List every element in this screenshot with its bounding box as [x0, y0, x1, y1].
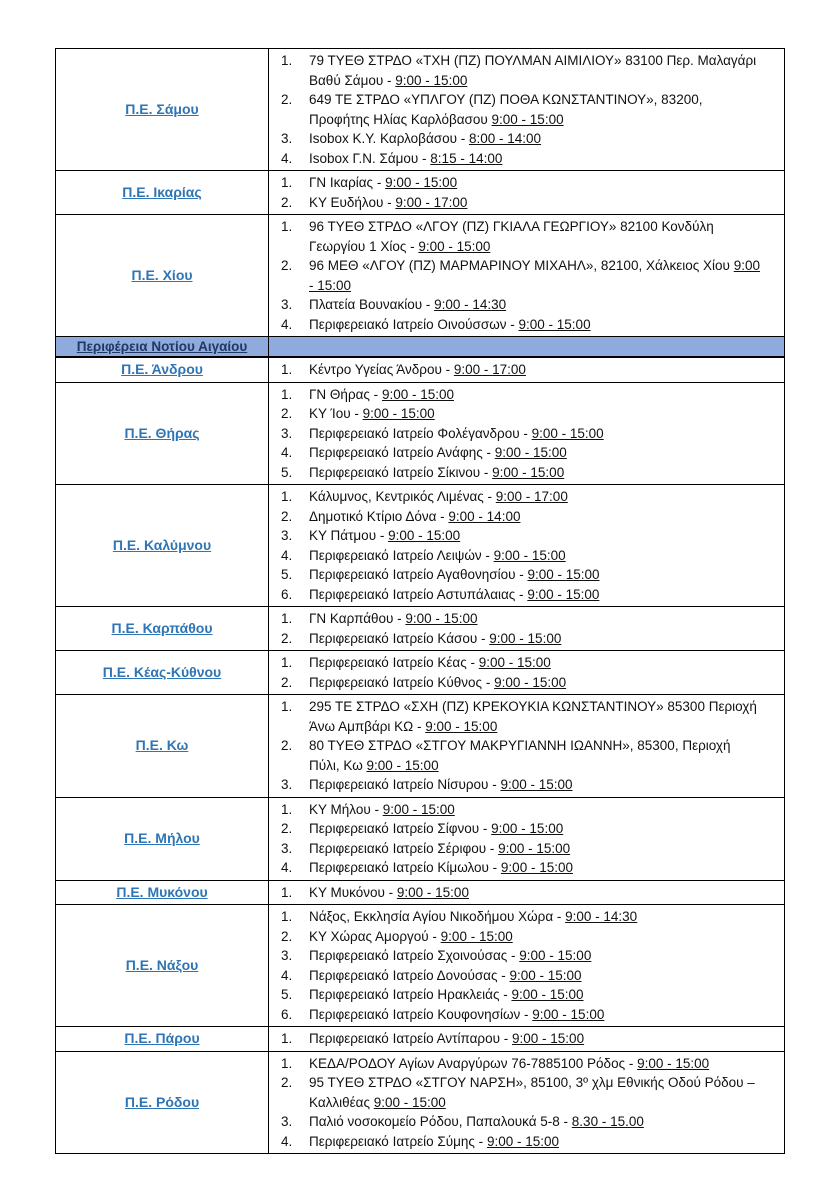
section-header-cell: [56, 337, 269, 358]
location-item: [281, 775, 764, 795]
region-link[interactable]: Π.Ε. Καρπάθου: [111, 620, 213, 636]
location-item: [281, 585, 764, 605]
item-hours: 9:00 - 15:00: [491, 821, 564, 836]
item-number: 1.: [281, 53, 293, 68]
item-hours: 9:00 - 15:00: [492, 464, 565, 480]
locations-cell: [269, 1027, 785, 1052]
item-hours: 9:00 - 15:00: [405, 611, 478, 626]
locations-cell: [269, 49, 785, 171]
item-text: Περιφερειακό Ιατρείο Σίκινου - 9:00 - 15:00: [309, 464, 565, 480]
region-cell: [56, 215, 269, 337]
item-text: Περιφερειακό Ιατρείο Κίμωλου - 9:00 - 15:00: [309, 860, 573, 875]
item-number: 1.: [281, 801, 293, 817]
item-number: 3.: [281, 777, 293, 792]
schedule-table-body: [56, 49, 785, 1154]
item-number: 1.: [281, 219, 293, 234]
item-text: Περιφερειακό Ιατρείο Οινούσσων - 9:00 - 15:00: [309, 316, 591, 332]
item-number: 2.: [281, 630, 293, 646]
item-hours: 9:00 - 15:00: [373, 1094, 446, 1110]
item-number: 4.: [281, 967, 293, 983]
locations-cell: [269, 357, 785, 382]
item-text: Κέντρο Υγείας Άνδρου - 9:00 - 17:00: [309, 362, 526, 377]
item-hours: 9:00 - 17:00: [453, 362, 526, 377]
item-hours: 9:00 - 15:00: [425, 718, 498, 734]
location-item: [281, 385, 764, 405]
region-cell: [56, 382, 269, 485]
item-hours: 9:00 - 15:00: [388, 528, 461, 543]
item-text: ΚΥ Χώρας Αμοργού - 9:00 - 15:00: [309, 928, 513, 944]
item-number: 5.: [281, 987, 293, 1002]
item-text: Κάλυμνος, Κεντρικός Λιμένας - 9:00 - 17:00: [309, 489, 568, 504]
region-row: [56, 49, 785, 171]
item-hours: 9:00 - 15:00: [532, 1006, 605, 1022]
region-link[interactable]: Π.Ε. Μήλου: [124, 830, 200, 846]
item-text: Isobox Κ.Υ. Καρλοβάσου - 8:00 - 14:00: [309, 131, 542, 146]
item-hours: 9:00 - 15:00: [366, 757, 439, 773]
locations-list: [281, 51, 764, 168]
region-link[interactable]: Π.Ε. Χίου: [131, 267, 193, 283]
item-number: 3.: [281, 297, 293, 312]
location-item: [281, 907, 764, 927]
region-cell: [56, 357, 269, 382]
location-item: [281, 51, 764, 90]
region-link[interactable]: Π.Ε. Καλύμνου: [112, 537, 212, 553]
location-item: [281, 193, 764, 213]
item-number: 1.: [281, 909, 293, 924]
item-hours: 9:00 - 15:00: [500, 860, 573, 875]
region-link[interactable]: Π.Ε. Σάμου: [125, 101, 199, 117]
location-item: [281, 629, 764, 649]
region-link[interactable]: Π.Ε. Μυκόνου: [116, 883, 208, 900]
item-number: 1.: [281, 362, 293, 377]
location-item: [281, 736, 764, 775]
region-cell: [56, 880, 269, 905]
item-hours: 8:00 - 14:00: [468, 131, 542, 146]
item-text: Πλατεία Βουνακίου - 9:00 - 14:30: [309, 297, 507, 312]
item-hours: 9:00 - 17:00: [395, 194, 468, 210]
item-text: ΓΝ Ικαρίας - 9:00 - 15:00: [309, 175, 458, 190]
item-hours: 9:00 - 15:00: [309, 258, 760, 293]
item-text: 649 ΤΕ ΣΤΡΔΟ «ΥΠΛΓΟΥ (ΠΖ) ΠΟΘΑ ΚΩΝΣΤΑΝΤΙΝΟΥ», 83200, Προφήτης Ηλίας Καρλόβασου 9:00 - 15:00: [309, 92, 703, 127]
item-number: 3.: [281, 840, 293, 856]
location-item: [281, 256, 764, 295]
location-item: [281, 985, 764, 1005]
item-hours: 9:00 - 15:00: [362, 406, 435, 421]
location-item: [281, 1005, 764, 1025]
item-text: Περιφερειακό Ιατρείο Κουφονησίων - 9:00 - 15:00: [309, 1006, 605, 1022]
region-link[interactable]: Π.Ε. Νάξου: [125, 957, 199, 973]
locations-list: [281, 385, 764, 483]
location-item: [281, 1029, 764, 1049]
locations-cell: [269, 651, 785, 695]
item-hours: 9:00 - 14:30: [434, 297, 507, 312]
locations-list: [281, 1054, 764, 1152]
item-text: Νάξος, Εκκλησία Αγίου Νικοδήμου Χώρα - 9:00 - 14:30: [309, 909, 638, 924]
item-number: 1.: [281, 489, 293, 504]
item-text: ΚΥ Ευδήλου - 9:00 - 17:00: [309, 194, 468, 210]
item-number: 1.: [281, 884, 293, 900]
location-item: [281, 360, 764, 380]
location-item: [281, 149, 764, 169]
item-number: 2.: [281, 406, 293, 421]
item-text: Περιφερειακό Ιατρείο Αστυπάλαιας - 9:00 - 15:00: [309, 586, 600, 602]
location-item: [281, 673, 764, 693]
item-text: Περιφερειακό Ιατρείο Κάσου - 9:00 - 15:00: [309, 630, 562, 646]
item-hours: 9:00 - 15:00: [396, 884, 469, 900]
item-hours: 8:15 - 14:00: [430, 150, 503, 166]
item-hours: 9:00 - 14:30: [565, 909, 638, 924]
item-hours: 9:00 - 15:00: [385, 175, 458, 190]
location-item: [281, 1054, 764, 1074]
item-text: Παλιό νοσοκομείο Ρόδου, Παπαλουκά 5-8 - 8.30 - 15.00: [309, 1114, 644, 1129]
item-text: ΓΝ Θήρας - 9:00 - 15:00: [309, 386, 454, 402]
locations-list: [281, 907, 764, 1024]
region-row: [56, 607, 785, 651]
item-text: Περιφερειακό Ιατρείο Κύθνος - 9:00 - 15:00: [309, 674, 567, 690]
region-row: [56, 1051, 785, 1154]
item-hours: 9:00 - 15:00: [418, 238, 491, 254]
location-item: [281, 966, 764, 986]
location-item: [281, 526, 764, 546]
item-number: 1.: [281, 655, 293, 670]
item-hours: 9:00 - 15:00: [494, 445, 567, 460]
section-header-spacer-cell: [269, 337, 785, 358]
locations-cell: [269, 607, 785, 651]
location-item: [281, 927, 764, 947]
item-number: 2.: [281, 92, 293, 107]
region-link[interactable]: Π.Ε. Πάρου: [124, 1030, 200, 1047]
locations-list: [281, 609, 764, 648]
region-link[interactable]: Π.Ε. Ρόδου: [124, 1093, 200, 1110]
item-text: ΚΥ Μυκόνου - 9:00 - 15:00: [309, 884, 469, 900]
item-number: 4.: [281, 445, 293, 460]
location-item: [281, 487, 764, 507]
item-hours: 9:00 - 15:00: [637, 1055, 710, 1071]
item-number: 1.: [281, 386, 293, 402]
item-number: 4.: [281, 150, 293, 166]
item-number: 2.: [281, 258, 293, 273]
item-text: Περιφερειακό Ιατρείο Σχοινούσας - 9:00 - 15:00: [309, 948, 592, 963]
item-text: Περιφερειακό Ιατρείο Κέας - 9:00 - 15:00: [309, 655, 551, 670]
item-text: Περιφερειακό Ιατρείο Σέριφου - 9:00 - 15:00: [309, 840, 571, 856]
locations-cell: [269, 485, 785, 607]
location-item: [281, 565, 764, 585]
locations-list: [281, 217, 764, 334]
item-text: Περιφερειακό Ιατρείο Ηρακλειάς - 9:00 - 15:00: [309, 987, 584, 1002]
locations-list: [281, 883, 764, 903]
item-hours: 9:00 - 15:00: [509, 967, 582, 983]
region-cell: [56, 905, 269, 1027]
item-text: Περιφερειακό Ιατρείο Αντίπαρου - 9:00 - 15:00: [309, 1031, 585, 1046]
region-row: [56, 1027, 785, 1052]
locations-list: [281, 1029, 764, 1049]
region-row: [56, 797, 785, 880]
item-hours: 9:00 - 15:00: [491, 111, 564, 127]
region-cell: [56, 797, 269, 880]
item-text: 79 ΤΥΕΘ ΣΤΡΔΟ «ΤΧΗ (ΠΖ) ΠΟΥΛΜΑΝ ΑΙΜΙΛΙΟΥ» 83100 Περ. Μαλαγάρι Βαθύ Σάμου - 9:00 - 15:00: [309, 53, 757, 88]
item-number: 1.: [281, 175, 293, 190]
item-text: Δημοτικό Κτίριο Δόνα - 9:00 - 14:00: [309, 508, 521, 524]
item-hours: 9:00 - 15:00: [498, 840, 571, 856]
region-link[interactable]: Π.Ε. Άνδρου: [121, 361, 203, 378]
location-item: [281, 546, 764, 566]
item-hours: 8.30 - 15.00: [571, 1114, 644, 1129]
locations-cell: [269, 171, 785, 215]
item-hours: 9:00 - 15:00: [527, 567, 600, 582]
locations-list: [281, 697, 764, 795]
item-number: 4.: [281, 860, 293, 875]
region-cell: [56, 171, 269, 215]
locations-cell: [269, 382, 785, 485]
region-link[interactable]: Π.Ε. Θήρας: [124, 424, 200, 441]
locations-cell: [269, 880, 785, 905]
region-row: [56, 215, 785, 337]
region-row: [56, 651, 785, 695]
item-text: ΚΥ Πάτμου - 9:00 - 15:00: [309, 528, 461, 543]
item-hours: 9:00 - 15:00: [478, 655, 551, 670]
item-hours: 9:00 - 15:00: [493, 547, 566, 563]
item-text: Περιφερειακό Ιατρείο Σύμης - 9:00 - 15:00: [309, 1133, 559, 1149]
item-hours: 9:00 - 15:00: [519, 948, 592, 963]
locations-list: [281, 360, 764, 380]
region-cell: [56, 695, 269, 798]
location-item: [281, 883, 764, 903]
item-number: 3.: [281, 425, 293, 441]
item-text: Περιφερειακό Ιατρείο Λειψών - 9:00 - 15:00: [309, 547, 566, 563]
item-text: Περιφερειακό Ιατρείο Δονούσας - 9:00 - 15:00: [309, 967, 582, 983]
item-text: ΚΥ Μήλου - 9:00 - 15:00: [309, 801, 455, 817]
section-header-row: [56, 337, 785, 358]
item-number: 2.: [281, 1075, 293, 1090]
item-number: 3.: [281, 528, 293, 543]
item-hours: 9:00 - 17:00: [495, 489, 568, 504]
location-item: [281, 507, 764, 527]
item-number: 2.: [281, 674, 293, 690]
item-number: 2.: [281, 738, 293, 753]
location-item: [281, 946, 764, 966]
item-hours: 9:00 - 15:00: [382, 801, 455, 817]
item-number: 6.: [281, 1006, 293, 1022]
section-header-label: Περιφέρεια Νοτίου Αιγαίου: [76, 338, 248, 354]
locations-cell: [269, 905, 785, 1027]
item-hours: 9:00 - 15:00: [395, 72, 468, 88]
item-hours: 9:00 - 15:00: [518, 316, 591, 332]
location-item: [281, 1132, 764, 1152]
item-text: ΚΕΔΑ/ΡΟΔΟΥ Αγίων Αναργύρων 76-7885100 Ρόδος - 9:00 - 15:00: [309, 1055, 710, 1071]
location-item: [281, 1073, 764, 1112]
item-number: 1.: [281, 1031, 293, 1046]
item-hours: 9:00 - 15:00: [500, 777, 573, 792]
item-hours: 9:00 - 15:00: [440, 928, 513, 944]
item-text: 96 ΜΕΘ «ΛΓΟΥ (ΠΖ) ΜΑΡΜΑΡΙΝΟΥ ΜΙΧΑΗΛ», 82100, Χάλκειος Χίου 9:00 - 15:00: [309, 258, 760, 293]
locations-cell: [269, 695, 785, 798]
location-item: [281, 90, 764, 129]
item-hours: 9:00 - 15:00: [489, 630, 562, 646]
region-link[interactable]: Π.Ε. Κέας-Κύθνου: [102, 664, 222, 680]
item-text: 295 ΤΕ ΣΤΡΔΟ «ΣΧΗ (ΠΖ) ΚΡΕΚΟΥΚΙΑ ΚΩΝΣΤΑΝΤΙΝΟΥ» 85300 Περιοχή Άνω Αμπβάρι ΚΩ - 9:00 - 15:00: [309, 699, 757, 734]
locations-cell: [269, 215, 785, 337]
location-item: [281, 463, 764, 483]
region-row: [56, 880, 785, 905]
item-number: 6.: [281, 586, 293, 602]
locations-list: [281, 800, 764, 878]
region-cell: [56, 485, 269, 607]
item-hours: 9:00 - 15:00: [512, 1031, 585, 1046]
region-cell: [56, 49, 269, 171]
location-item: [281, 424, 764, 444]
location-item: [281, 129, 764, 149]
locations-list: [281, 487, 764, 604]
region-cell: [56, 651, 269, 695]
item-text: Περιφερειακό Ιατρείο Αγαθονησίου - 9:00 - 15:00: [309, 567, 600, 582]
region-row: [56, 357, 785, 382]
locations-list: [281, 173, 764, 212]
region-link[interactable]: Π.Ε. Ικαρίας: [122, 184, 202, 200]
location-item: [281, 315, 764, 335]
item-text: 80 ΤΥΕΘ ΣΤΡΔΟ «ΣΤΓΟΥ ΜΑΚΡΥΓΙΑΝΝΗ ΙΩΑΝΝΗ», 85300, Περιοχή Πύλι, Κω 9:00 - 15:00: [309, 738, 731, 773]
location-item: [281, 819, 764, 839]
locations-list: [281, 653, 764, 692]
item-number: 4.: [281, 547, 293, 563]
location-item: [281, 800, 764, 820]
location-item: [281, 1112, 764, 1132]
location-item: [281, 697, 764, 736]
region-cell: [56, 1051, 269, 1154]
region-link[interactable]: Π.Ε. Κω: [135, 737, 189, 754]
location-item: [281, 839, 764, 859]
region-row: [56, 171, 785, 215]
item-text: Isobox Γ.Ν. Σάμου - 8:15 - 14:00: [309, 150, 503, 166]
item-number: 1.: [281, 699, 293, 714]
location-item: [281, 404, 764, 424]
region-row: [56, 905, 785, 1027]
location-item: [281, 295, 764, 315]
item-text: Περιφερειακό Ιατρείο Ανάφης - 9:00 - 15:00: [309, 445, 567, 460]
location-item: [281, 217, 764, 256]
item-text: ΚΥ Ίου - 9:00 - 15:00: [309, 406, 435, 421]
item-number: 5.: [281, 464, 293, 480]
location-item: [281, 609, 764, 629]
location-item: [281, 653, 764, 673]
region-cell: [56, 607, 269, 651]
locations-cell: [269, 797, 785, 880]
region-cell: [56, 1027, 269, 1052]
item-hours: 9:00 - 15:00: [381, 386, 454, 402]
item-number: 2.: [281, 508, 293, 524]
location-item: [281, 443, 764, 463]
location-item: [281, 858, 764, 878]
item-text: Περιφερειακό Ιατρείο Νίσυρου - 9:00 - 15:00: [309, 777, 573, 792]
region-row: [56, 382, 785, 485]
item-hours: 9:00 - 15:00: [511, 987, 584, 1002]
item-number: 2.: [281, 194, 293, 210]
location-item: [281, 173, 764, 193]
item-number: 3.: [281, 131, 293, 146]
item-number: 3.: [281, 1114, 293, 1129]
item-hours: 9:00 - 15:00: [494, 674, 567, 690]
item-hours: 9:00 - 15:00: [531, 425, 604, 441]
region-row: [56, 695, 785, 798]
item-number: 1.: [281, 611, 293, 626]
item-text: Περιφερειακό Ιατρείο Σίφνου - 9:00 - 15:00: [309, 821, 564, 836]
locations-cell: [269, 1051, 785, 1154]
item-number: 2.: [281, 928, 293, 944]
schedule-table: [55, 48, 785, 1154]
item-text: ΓΝ Καρπάθου - 9:00 - 15:00: [309, 611, 478, 626]
item-number: 1.: [281, 1055, 293, 1071]
item-number: 5.: [281, 567, 293, 582]
item-number: 2.: [281, 821, 293, 836]
item-number: 4.: [281, 316, 293, 332]
item-hours: 9:00 - 15:00: [527, 586, 600, 602]
item-text: 96 ΤΥΕΘ ΣΤΡΔΟ «ΛΓΟΥ (ΠΖ) ΓΚΙΑΛΑ ΓΕΩΡΓΙΟΥ» 82100 Κονδύλη Γεωργίου 1 Χίος - 9:00 - 15:00: [309, 219, 714, 254]
item-text: Περιφερειακό Ιατρείο Φολέγανδρου - 9:00 - 15:00: [309, 425, 604, 441]
item-text: 95 ΤΥΕΘ ΣΤΡΔΟ «ΣΤΓΟΥ ΝΑΡΣΗ», 85100, 3º χλμ Εθνικής Οδού Ρόδου – Καλλιθέας 9:00 - 15:00: [309, 1075, 755, 1110]
item-number: 4.: [281, 1133, 293, 1149]
item-hours: 9:00 - 14:00: [448, 508, 521, 524]
item-number: 3.: [281, 948, 293, 963]
item-hours: 9:00 - 15:00: [486, 1133, 559, 1149]
region-row: [56, 485, 785, 607]
